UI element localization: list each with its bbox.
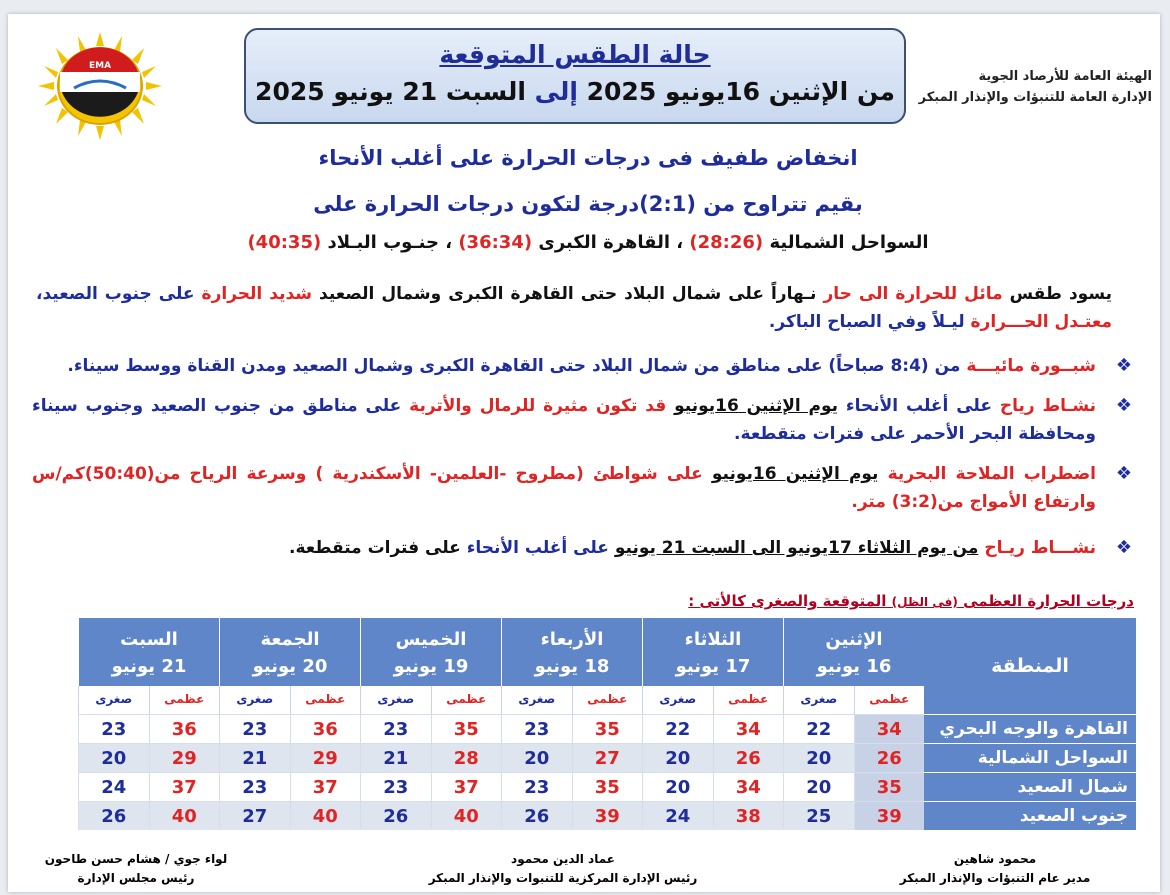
- text-span: شبــورة مائيـــة: [966, 356, 1096, 376]
- min-temp-cell: 20: [501, 743, 572, 772]
- min-temp-cell: 23: [219, 714, 290, 743]
- max-temp-cell: 28: [431, 743, 502, 772]
- region-range: (28:26): [689, 232, 764, 253]
- max-temp-cell: 26: [713, 743, 784, 772]
- min-temp-cell: 20: [783, 743, 854, 772]
- table-row: [66, 801, 1136, 830]
- region-cell: جنوب الصعيد: [924, 801, 1136, 830]
- text-span: من يوم الثلاثاء 17يونيو الى السبت 21 يونيو: [614, 538, 979, 558]
- min-temp-cell: 21: [360, 743, 431, 772]
- table-row: [66, 714, 1136, 743]
- text-span: من (8:4 صباحاً) على مناطق من شمال البلاد حتى القاهرة الكبرى وشمال الصعيد ومدن القناة ووسط سيناء.: [67, 356, 961, 376]
- summary-paragraph: [36, 280, 1112, 336]
- bullet-marine: [32, 460, 1132, 516]
- max-temp-cell: 34: [713, 772, 784, 801]
- region-cell: شمال الصعيد: [924, 772, 1136, 801]
- min-temp-cell: 26: [78, 801, 149, 830]
- text-span: قد تكون مثيرة للرمال والأتربة: [409, 396, 667, 416]
- max-temp-cell: 36: [149, 714, 220, 743]
- text-span: مائل للحرارة الى حار: [823, 284, 1003, 304]
- max-label: عظمى: [290, 686, 361, 714]
- date-to: السبت 21 يونيو 2025: [255, 77, 526, 106]
- max-temp-cell: 36: [290, 714, 361, 743]
- max-temp-cell: 35: [572, 714, 643, 743]
- day-header: [783, 618, 924, 686]
- diamond-bullet-icon: ❖: [1115, 463, 1132, 484]
- day-header: [78, 618, 219, 686]
- bulletin-sheet: [8, 14, 1160, 892]
- min-label: صغرى: [642, 686, 713, 714]
- org-line-2: الإدارة العامة للتنبؤات والإنذار المبكر: [918, 90, 1152, 105]
- max-label: عظمى: [572, 686, 643, 714]
- bullet-wind: [32, 392, 1132, 448]
- diamond-bullet-icon: ❖: [1115, 355, 1132, 376]
- text-span: ليـلاً وفي الصباح الباكر.: [768, 312, 965, 332]
- text-span: (فى الظل): [891, 595, 958, 609]
- max-temp-cell: 35: [572, 772, 643, 801]
- text-span: نشـاط رياح: [999, 396, 1097, 416]
- day-name: الثلاثاء: [684, 629, 742, 650]
- region-name: القاهرة الكبرى: [538, 232, 671, 253]
- text-span: على مناطق من جنوب الصعيد وجنوب سيناء ومحافظة البحر الأحمر على فترات متقطعة.: [32, 396, 1096, 444]
- min-temp-cell: 21: [219, 743, 290, 772]
- text-span: على: [573, 538, 609, 558]
- text-span: يسود طقس: [1009, 284, 1113, 304]
- day-header: [642, 618, 783, 686]
- min-temp-cell: 23: [78, 714, 149, 743]
- max-temp-cell: 37: [431, 772, 502, 801]
- text-span: المتوقعة والصغرى كالأتى :: [688, 592, 887, 610]
- day-name: الأربعاء: [540, 629, 604, 650]
- text-span: على جنوب الصعيد،: [36, 284, 195, 304]
- day-name: الجمعة: [260, 629, 320, 650]
- text-span: يوم الإثنين 16يونيو: [674, 396, 839, 416]
- table-caption: [688, 592, 1134, 610]
- signatory-name: عماد الدين محمود: [511, 852, 615, 866]
- text-span: أغلب الأنحاء: [466, 538, 568, 558]
- signatory-title: مدير عام التنبؤات والإنذار المبكر: [899, 871, 1091, 885]
- bullet-fog: [32, 352, 1132, 380]
- ema-logo: [36, 32, 176, 140]
- text-span: على شواطئ (مطروح -العلمين- الأسكندرية ) وسرعة الرياح من(50:40)كم/س وارتفاع الأمواج من(3:2) متر.: [32, 464, 1096, 512]
- text-span: معتـدل الحـــرارة: [970, 312, 1112, 332]
- text-span: يوم الإثنين 16يونيو: [711, 464, 879, 484]
- day-name: السبت: [120, 629, 178, 650]
- day-header: [219, 618, 360, 686]
- region-name: السواحل الشمالية: [769, 232, 929, 253]
- max-temp-cell: 40: [290, 801, 361, 830]
- min-label: صغرى: [501, 686, 572, 714]
- organization-name: [902, 66, 1152, 108]
- table-row: [66, 743, 1136, 772]
- min-temp-cell: 23: [360, 772, 431, 801]
- max-temp-cell: 40: [431, 801, 502, 830]
- min-temp-cell: 20: [783, 772, 854, 801]
- min-temp-cell: 22: [642, 714, 713, 743]
- title-box: [244, 28, 906, 124]
- signature-middle: [403, 850, 723, 888]
- text-span: اضطراب الملاحة البحرية: [887, 464, 1097, 484]
- max-temp-cell: 34: [713, 714, 784, 743]
- signature-left: [26, 850, 246, 888]
- day-name: الخميس: [395, 629, 467, 650]
- max-temp-cell: 39: [854, 801, 925, 830]
- signature-right: [860, 850, 1130, 888]
- min-temp-cell: 27: [219, 801, 290, 830]
- bullet-wind-2: [32, 534, 1132, 562]
- max-temp-cell: 29: [149, 743, 220, 772]
- max-temp-cell: 37: [149, 772, 220, 801]
- min-temp-cell: 20: [642, 743, 713, 772]
- text-span: درجات الحرارة العظمى: [963, 592, 1134, 610]
- min-temp-cell: 24: [642, 801, 713, 830]
- region-cell: القاهرة والوجه البحري: [924, 714, 1136, 743]
- max-label: عظمى: [431, 686, 502, 714]
- min-temp-cell: 22: [783, 714, 854, 743]
- table-header-row: [66, 618, 1136, 686]
- headline-line-2: بقيم تتراوح من (2:1)درجة لتكون درجات الحرارة على: [313, 192, 863, 216]
- text-span: نـهاراً على شمال البلاد حتى القاهرة الكبرى وشمال الصعيد: [319, 284, 817, 304]
- min-temp-cell: 26: [501, 801, 572, 830]
- table-row: [66, 772, 1136, 801]
- region-cell: السواحل الشمالية: [924, 743, 1136, 772]
- min-temp-cell: 20: [642, 772, 713, 801]
- min-label: صغرى: [360, 686, 431, 714]
- max-temp-cell: 35: [854, 772, 925, 801]
- max-temp-cell: 39: [572, 801, 643, 830]
- org-line-1: الهيئة العامة للأرصاد الجوية: [978, 69, 1152, 84]
- min-temp-cell: 23: [360, 714, 431, 743]
- signatory-title: رئيس الإدارة المركزية للتنبوات والإنذار المبكر: [428, 871, 698, 885]
- day-date: 21 يونيو: [111, 656, 187, 677]
- max-label: عظمى: [149, 686, 220, 714]
- min-temp-cell: 23: [501, 772, 572, 801]
- bulletin-dates: [246, 77, 904, 106]
- region-range: (40:35): [247, 232, 322, 253]
- day-header: [501, 618, 642, 686]
- max-temp-cell: 37: [290, 772, 361, 801]
- min-temp-cell: 25: [783, 801, 854, 830]
- temperature-table: [66, 618, 1136, 838]
- min-label: صغرى: [783, 686, 854, 714]
- signatory-title: رئيس مجلس الإدارة: [77, 871, 195, 885]
- day-date: 19 يونيو: [393, 656, 469, 677]
- max-temp-cell: 40: [149, 801, 220, 830]
- min-temp-cell: 20: [78, 743, 149, 772]
- day-header: [360, 618, 501, 686]
- max-temp-cell: 29: [290, 743, 361, 772]
- subheader-row: [66, 686, 1136, 714]
- diamond-bullet-icon: ❖: [1115, 537, 1132, 558]
- max-temp-cell: 26: [854, 743, 925, 772]
- min-temp-cell: 24: [78, 772, 149, 801]
- text-span: على فترات متقطعة.: [289, 538, 461, 558]
- text-span: على أغلب الأنحاء: [845, 396, 992, 416]
- max-label: عظمى: [854, 686, 925, 714]
- min-temp-cell: 26: [360, 801, 431, 830]
- min-temp-cell: 23: [501, 714, 572, 743]
- min-label: صغرى: [219, 686, 290, 714]
- logo-text: EMA: [88, 61, 112, 71]
- bulletin-title: حالة الطقس المتوقعة: [439, 40, 711, 69]
- max-label: عظمى: [713, 686, 784, 714]
- region-range: (36:34): [458, 232, 533, 253]
- min-temp-cell: 23: [219, 772, 290, 801]
- text-span: نشـــاط ريـاح: [984, 538, 1096, 558]
- headline-line-1: انخفاض طفيف فى درجات الحرارة على أغلب الأنحاء: [318, 146, 858, 170]
- day-date: 20 يونيو: [252, 656, 328, 677]
- signatory-name: لواء جوي / هشام حسن طاحون: [44, 852, 228, 866]
- day-date: 18 يونيو: [534, 656, 610, 677]
- max-temp-cell: 34: [854, 714, 925, 743]
- region-name: جنـوب البـلاد: [327, 232, 439, 253]
- signatory-name: محمود شاهين: [953, 852, 1037, 866]
- min-label: صغرى: [78, 686, 149, 714]
- max-temp-cell: 35: [431, 714, 502, 743]
- date-from: من الإثنين 16يونيو 2025: [586, 77, 895, 106]
- date-connector: إلى: [534, 77, 578, 106]
- day-date: 17 يونيو: [675, 656, 751, 677]
- day-name: الإثنين: [825, 629, 883, 650]
- region-column-header: المنطقة: [924, 618, 1136, 714]
- text-span: شديد الحرارة: [201, 284, 313, 304]
- day-date: 16 يونيو: [816, 656, 892, 677]
- max-temp-cell: 27: [572, 743, 643, 772]
- max-temp-cell: 38: [713, 801, 784, 830]
- region-ranges: السواحل الشمالية (28:26) ، القاهرة الكبرى (36:34) ، جنـوب البـلاد (40:35): [247, 232, 929, 253]
- diamond-bullet-icon: ❖: [1115, 395, 1132, 416]
